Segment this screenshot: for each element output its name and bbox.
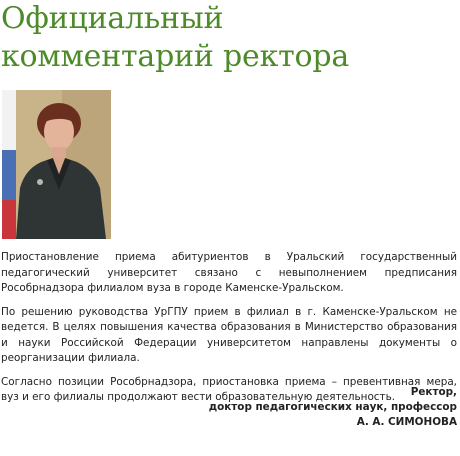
signature-degree: доктор педагогических наук, профессор — [208, 401, 457, 413]
page-title-line-1: Официальный — [1, 1, 224, 36]
signature-position: Ректор, — [410, 386, 457, 398]
signature — [209, 385, 457, 430]
signature-name: А. А. СИМОНОВА — [356, 416, 457, 428]
page-title-line-2: комментарий ректора — [1, 39, 350, 74]
rector-portrait-icon — [2, 90, 111, 239]
article-paragraph: По решению руководства УрГПУ прием в филиал в г. Каменске-Уральском не ведется. В целях повышения качества образования в Министерство образования и науки Российской Федерации университетом направлены документы о реорганизации филиала. — [1, 305, 457, 364]
page-title — [1, 0, 457, 76]
article-paragraph: Согласно позиции Рособрнадзора, приостановка приема – превентивная мера, вуз и его филиалы продолжают вести образовательную деятельность. — [1, 375, 457, 403]
article-paragraph: Приостановление приема абитуриентов в Уральский государственный педагогический университет связано с невыполнением предписания Рособрнадзора филиалом вуза в городе Каменске-Уральском. — [1, 251, 457, 294]
rector-photo — [2, 90, 111, 239]
